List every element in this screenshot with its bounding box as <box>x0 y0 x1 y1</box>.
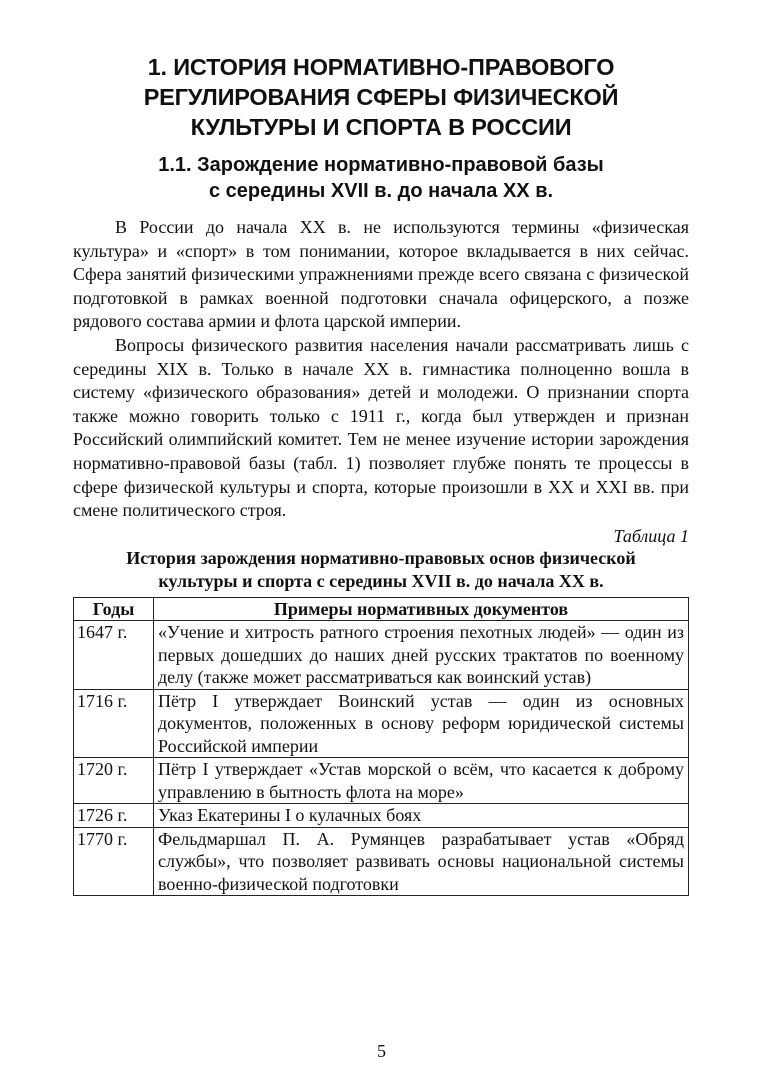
table-row <box>74 827 689 896</box>
table-row <box>74 689 689 758</box>
year-cell: 1716 г. <box>74 689 154 758</box>
document-cell: Фельдмаршал П. А. Румянцев разрабатывает устав «Обряд службы», что позволяет развивать основы национальной системы военно-физической подготовки <box>154 827 689 896</box>
table-caption-line: История зарождения нормативно-правовых основ физической <box>126 547 636 568</box>
chapter-title-line: КУЛЬТУРЫ И СПОРТА В РОССИИ <box>190 114 572 140</box>
paragraph: В России до начала XX в. не используются термины «физическая культура» и «спорт» в том понимании, которое вкладывается в них сейчас. Сфера занятий физическими упражнениями прежде всего связана с физической подготовкой в рамках военной подготовки сначала офицерского, а позже рядового состава армии и флота царской империи. <box>73 217 689 332</box>
body-text <box>73 216 689 523</box>
paragraph: Вопросы физического развития населения начали рассматривать лишь с середины XIX в. Только в начале XX в. гимнастика полноценно вошла в систему «физического образования» детей и молодежи. О признании спорта также можно говорить только с 1911 г., когда был утвержден и признан Российский олимпийский комитет. Тем не менее изучение истории зарождения нормативно-правовой базы (табл. 1) позволяет глубже понять те процессы в сфере физической культуры и спорта, которые произошли в XX и XXI вв. при смене политического строя. <box>73 334 689 521</box>
year-cell: 1647 г. <box>74 621 154 690</box>
page-number: 5 <box>377 1041 386 1061</box>
document-cell: Указ Екатерины I о кулачных боях <box>154 804 689 828</box>
document-cell: Пётр I утверждает Воинский устав — один из основных документов, положенных в основу реформ юридической системы Российской империи <box>154 689 689 758</box>
documents-table <box>73 597 689 897</box>
document-cell: Пётр I утверждает «Устав морской о всём, что касается к доброму управлению в бытность флота на море» <box>154 758 689 804</box>
chapter-title-line: РЕГУЛИРОВАНИЯ СФЕРЫ ФИЗИЧЕСКОЙ <box>143 84 619 110</box>
table-caption-line: культуры и спорта с середины XVII в. до начала XX в. <box>158 570 604 591</box>
year-cell: 1720 г. <box>74 758 154 804</box>
chapter-title-line: 1. ИСТОРИЯ НОРМАТИВНО-ПРАВОВОГО <box>147 54 615 80</box>
table-row <box>74 804 689 828</box>
section-title <box>73 152 689 204</box>
document-cell: «Учение и хитрость ратного строения пехотных людей» — один из первых дошедших до наших дней русских трактатов по военному делу (также может рассматриваться как воинский устав) <box>154 621 689 690</box>
page-content <box>73 52 689 896</box>
table-header-row <box>74 597 689 621</box>
table-caption <box>73 547 689 593</box>
column-header-examples: Примеры нормативных документов <box>154 597 689 621</box>
table-label: Таблица 1 <box>613 525 689 546</box>
table-row <box>74 758 689 804</box>
section-title-line: с середины XVII в. до начала XX в. <box>208 180 554 202</box>
table-row <box>74 621 689 690</box>
year-cell: 1726 г. <box>74 804 154 828</box>
chapter-title <box>73 52 689 142</box>
year-cell: 1770 г. <box>74 827 154 896</box>
section-title-line: 1.1. Зарождение нормативно-правовой базы <box>158 154 604 176</box>
column-header-years: Годы <box>74 597 154 621</box>
